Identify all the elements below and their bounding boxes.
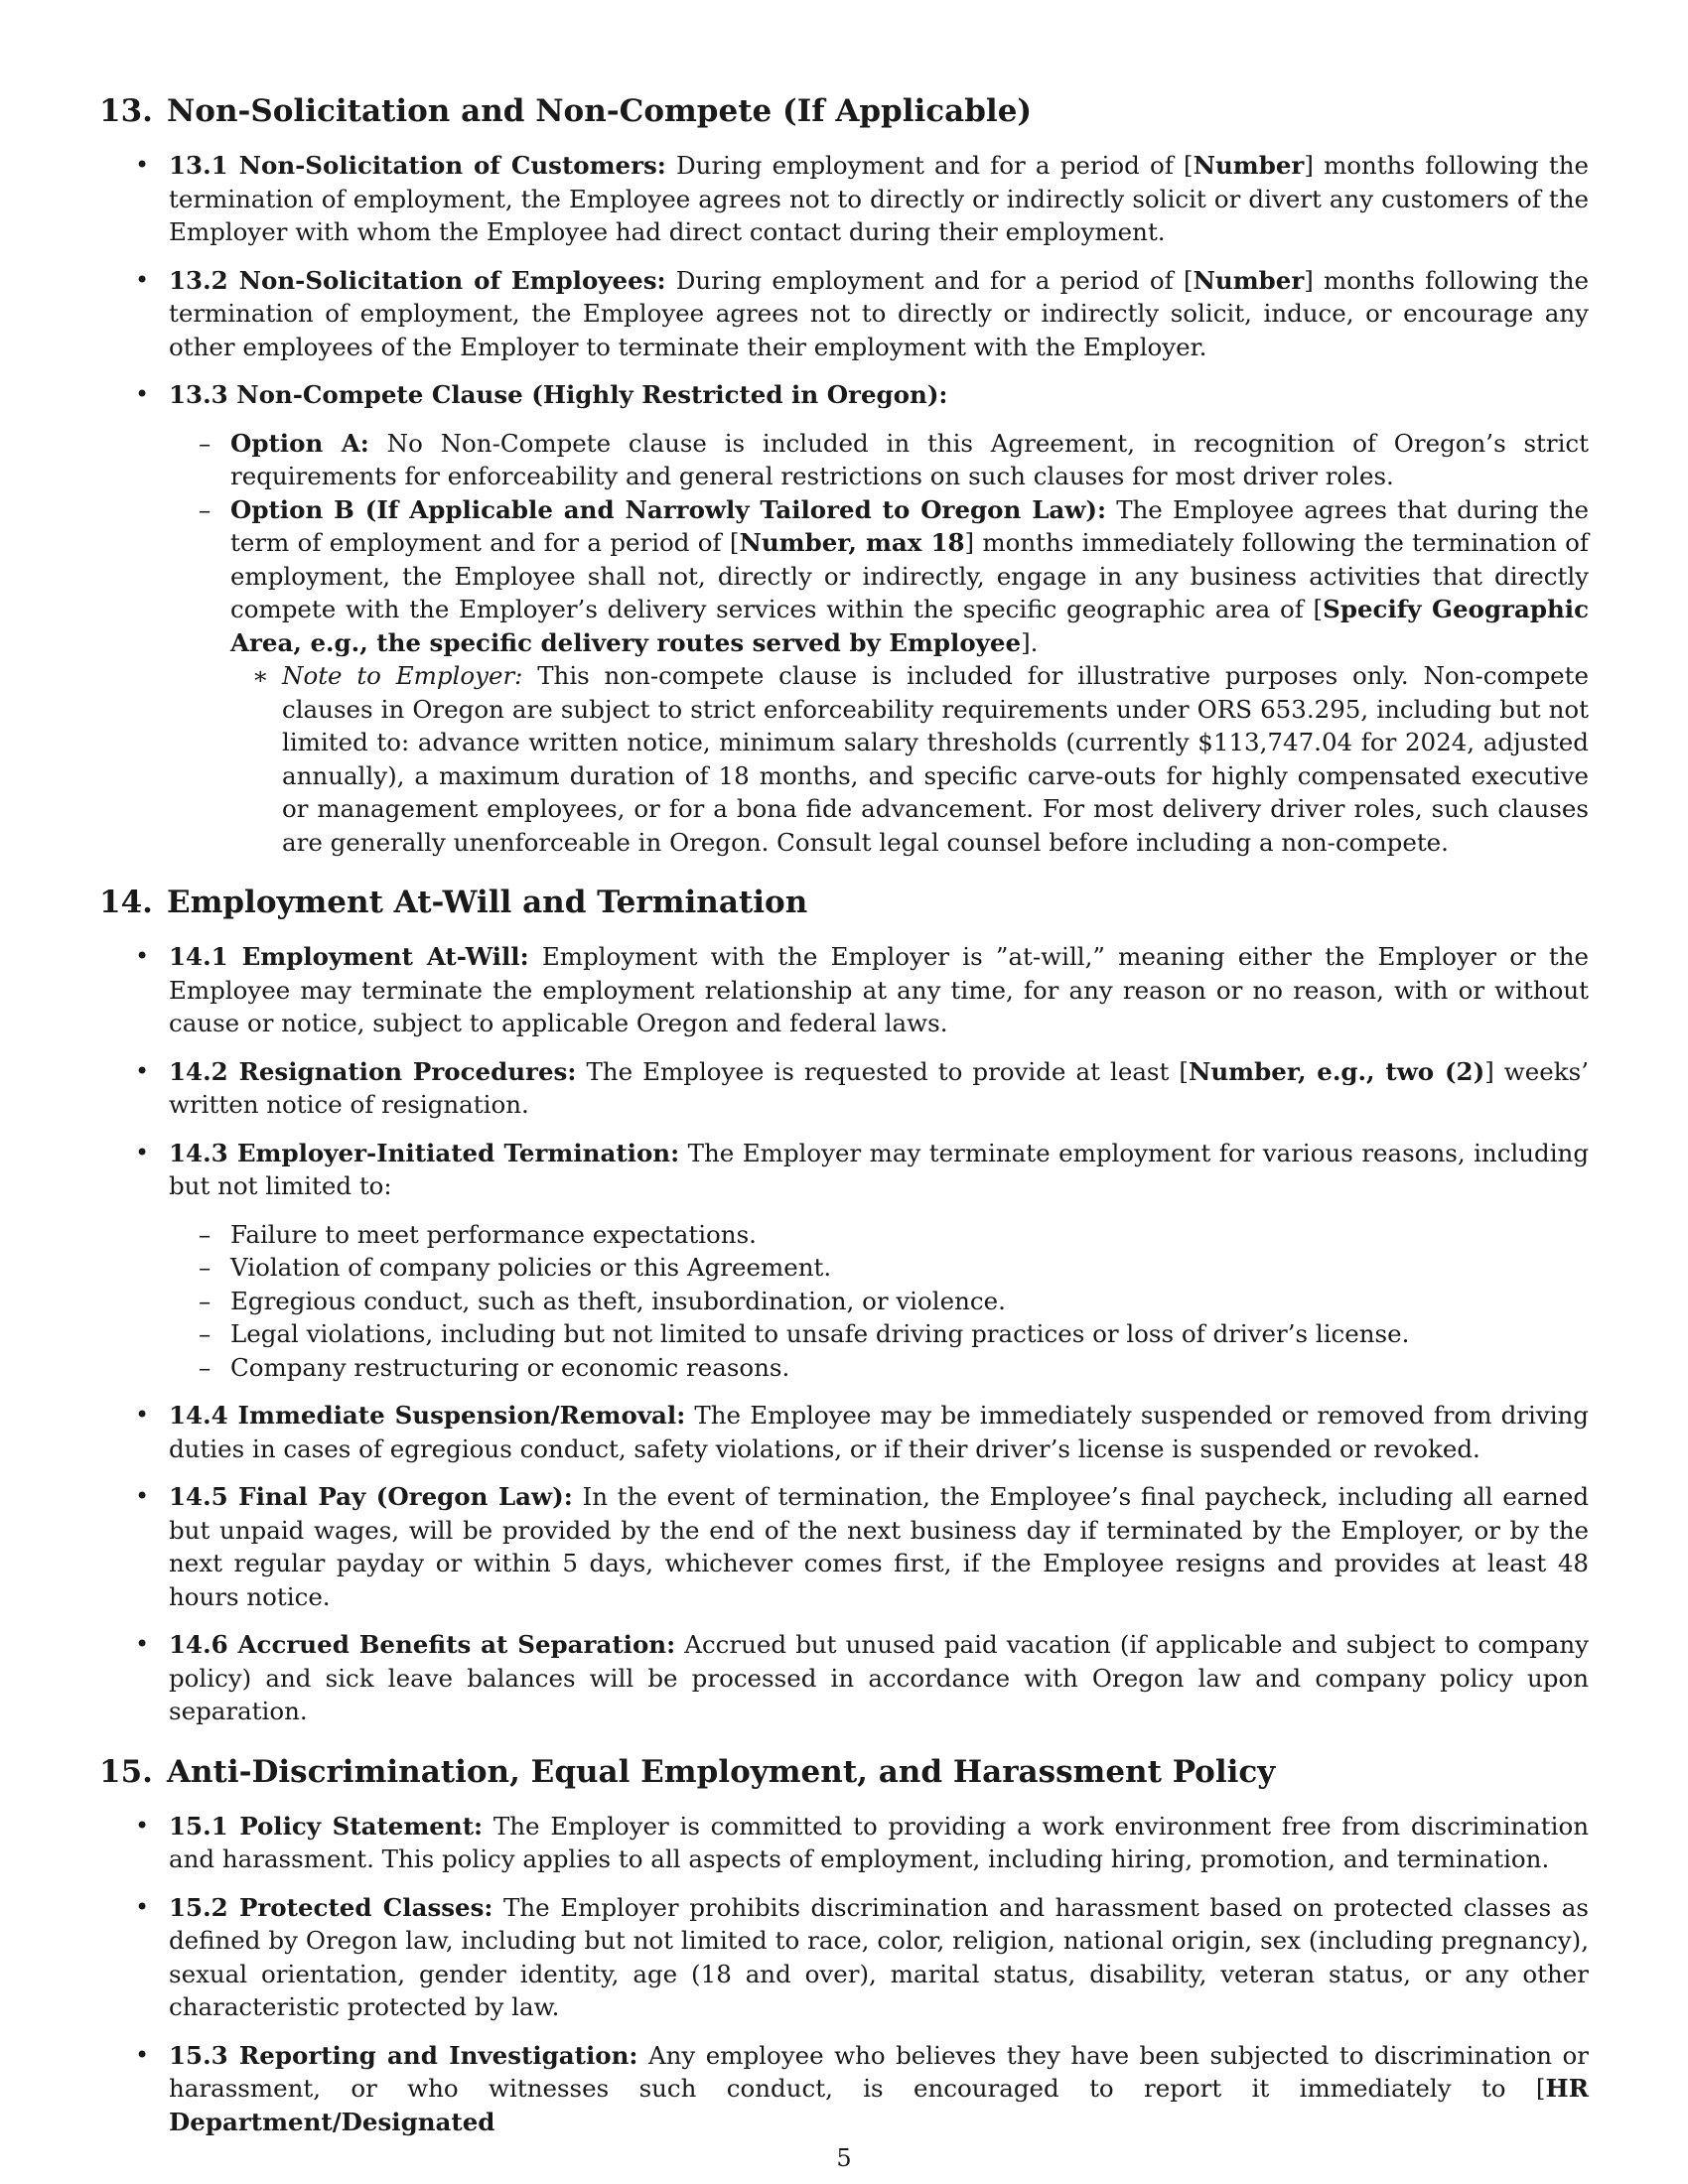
list-item: – Violation of company policies or this Agreement. xyxy=(169,1251,1589,1285)
clause-14-6: • 14.6 Accrued Benefits at Separation: Accrued but unused paid vacation (if applicable and subject to company policy) and sick leave balances will be processed in accordance with Oregon law and company policy upon separation. xyxy=(99,1628,1589,1728)
section-14-heading: 14. Employment At-Will and Termination xyxy=(99,885,808,920)
clause-14-4: • 14.4 Immediate Suspension/Removal: The Employee may be immediately suspended or removed from driving duties in cases of egregious conduct, safety violations, or if their driver’s license is suspended or revoked. xyxy=(99,1399,1589,1465)
clause-13-2: • 13.2 Non-Solicitation of Employees: During employment and for a period of [Number] months following the termination of employment, the Employee agrees not to directly or indirectly solicit, induce, or encourage any other employees of the Employer to terminate their employment with the Employer. xyxy=(99,264,1589,364)
clause-15-1: • 15.1 Policy Statement: The Employer is committed to providing a work environment free from discrimination and harassment. This policy applies to all aspects of employment, including hiring, promotion, and termination. xyxy=(99,1810,1589,1876)
list-item: – Legal violations, including but not limited to unsafe driving practices or loss of driver’s license. xyxy=(169,1317,1589,1351)
clause-14-1: • 14.1 Employment At-Will: Employment with the Employer is ”at-will,” meaning either the Employer or the Employee may terminate the employment relationship at any time, for any reason or no reason, with or without cause or notice, subject to applicable Oregon and federal laws. xyxy=(99,940,1589,1040)
option-b-notes xyxy=(230,659,1589,859)
list-item: – Company restructuring or economic reasons. xyxy=(169,1351,1589,1385)
section-13-list xyxy=(99,149,1589,859)
clause-14-5: • 14.5 Final Pay (Oregon Law): In the event of termination, the Employee’s final paycheck, including all earned but unpaid wages, will be provided by the end of the next business day if terminated by the Employer, or by the next regular payday or within 5 days, whichever comes first, if the Employee resigns and provides at least 48 hours notice. xyxy=(99,1480,1589,1613)
section-15-heading: 15. Anti-Discrimination, Equal Employment, and Harassment Policy xyxy=(99,1753,1276,1790)
option-a: – Option A: No Non-Compete clause is included in this Agreement, in recognition of Oregon’s strict requirements for enforceability and general restrictions on such clauses for most driver roles. xyxy=(169,427,1589,493)
document-page xyxy=(99,91,1589,2162)
clause-13-3: • 13.3 Non-Compete Clause (Highly Restricted in Oregon): – Option A: No Non-Compete clause is included in this Agreement, in recognition of Oregon’s strict requirements for enforceability and general restrictions on such clauses for most driver roles. – Option B (If Applicable and Narrowly Tailored to Oregon Law): The Employee agrees that during the term of employment and for a period of [Number, max 18] months immediately following the termination of employment, the Employee shall not, directly or indirectly, engage in any business activities that directly compete with the Employer’s delivery services within the specific geographic area of [Specify Geographic Area, e.g., the specific delivery routes served by Employee]. ∗ Note to Employer: This non-compete clause is included for illustrative purposes only. Non-compete clauses in Oregon are subject to strict enforceability requirements under ORS 653.295, including but not limited to: advance written notice, minimum salary thresholds (currently $113,747.04 for 2024, adjusted annually), a maximum duration of 18 months, and specific carve-outs for highly compensated executive or management employees, or for a bona fide advancement. For most delivery driver roles, such clauses are generally unenforceable in Oregon. Consult legal counsel before including a non-compete. xyxy=(99,378,1589,859)
list-item: – Egregious conduct, such as theft, insubordination, or violence. xyxy=(169,1285,1589,1318)
section-15 xyxy=(99,1752,1589,2139)
termination-reasons xyxy=(169,1218,1589,1385)
clause-13-1: • 13.1 Non-Solicitation of Customers: During employment and for a period of [Number] months following the termination of employment, the Employee agrees not to directly or indirectly solicit or divert any customers of the Employer with whom the Employee had direct contact during their employment. xyxy=(99,149,1589,249)
note-to-employer: ∗ Note to Employer: This non-compete clause is included for illustrative purposes only. Non-compete clauses in Oregon are subject to strict enforceability requirements under ORS 653.295, including but not limited to: advance written notice, minimum salary thresholds (currently $113,747.04 for 2024, adjusted annually), a maximum duration of 18 months, and specific carve-outs for highly compensated executive or management employees, or for a bona fide advancement. For most delivery driver roles, such clauses are generally unenforceable in Oregon. Consult legal counsel before including a non-compete. xyxy=(230,659,1589,859)
section-14 xyxy=(99,883,1589,1728)
clause-13-3-options xyxy=(169,427,1589,860)
section-13-heading: 13. Non-Solicitation and Non-Compete (If Applicable) xyxy=(99,93,1033,129)
clause-14-2: • 14.2 Resignation Procedures: The Employee is requested to provide at least [Number, e.g., two (2)] weeks’ written notice of resignation. xyxy=(99,1055,1589,1122)
clause-15-3: • 15.3 Reporting and Investigation: Any employee who believes they have been subjected to discrimination or harassment, or who witnesses such conduct, is encouraged to report it immediately to [HR Department/Designated xyxy=(99,2039,1589,2139)
section-15-list xyxy=(99,1810,1589,2139)
clause-14-3: • 14.3 Employer-Initiated Termination: The Employer may terminate employment for various reasons, including but not limited to: – Failure to meet performance expectations. – Violation of company policies or this Agreement. – Egregious conduct, such as theft, insubordination, or violence. – Legal violations, including but not limited to unsafe driving practices or loss of driver’s license. – Company restructuring or economic reasons. xyxy=(99,1137,1589,1385)
clause-15-2: • 15.2 Protected Classes: The Employer prohibits discrimination and harassment based on protected classes as defined by Oregon law, including but not limited to race, color, religion, national origin, sex (including pregnancy), sexual orientation, gender identity, age (18 and over), marital status, disability, veteran status, or any other characteristic protected by law. xyxy=(99,1891,1589,2024)
section-14-list xyxy=(99,940,1589,1728)
option-b: – Option B (If Applicable and Narrowly Tailored to Oregon Law): The Employee agrees that during the term of employment and for a period of [Number, max 18] months immediately following the termination of employment, the Employee shall not, directly or indirectly, engage in any business activities that directly compete with the Employer’s delivery services within the specific geographic area of [Specify Geographic Area, e.g., the specific delivery routes served by Employee]. ∗ Note to Employer: This non-compete clause is included for illustrative purposes only. Non-compete clauses in Oregon are subject to strict enforceability requirements under ORS 653.295, including but not limited to: advance written notice, minimum salary thresholds (currently $113,747.04 for 2024, adjusted annually), a maximum duration of 18 months, and specific carve-outs for highly compensated executive or management employees, or for a bona fide advancement. For most delivery driver roles, such clauses are generally unenforceable in Oregon. Consult legal counsel before including a non-compete. xyxy=(169,493,1589,860)
list-item: – Failure to meet performance expectations. xyxy=(169,1218,1589,1252)
page-number: 5 xyxy=(836,2144,852,2172)
section-13 xyxy=(99,91,1589,859)
